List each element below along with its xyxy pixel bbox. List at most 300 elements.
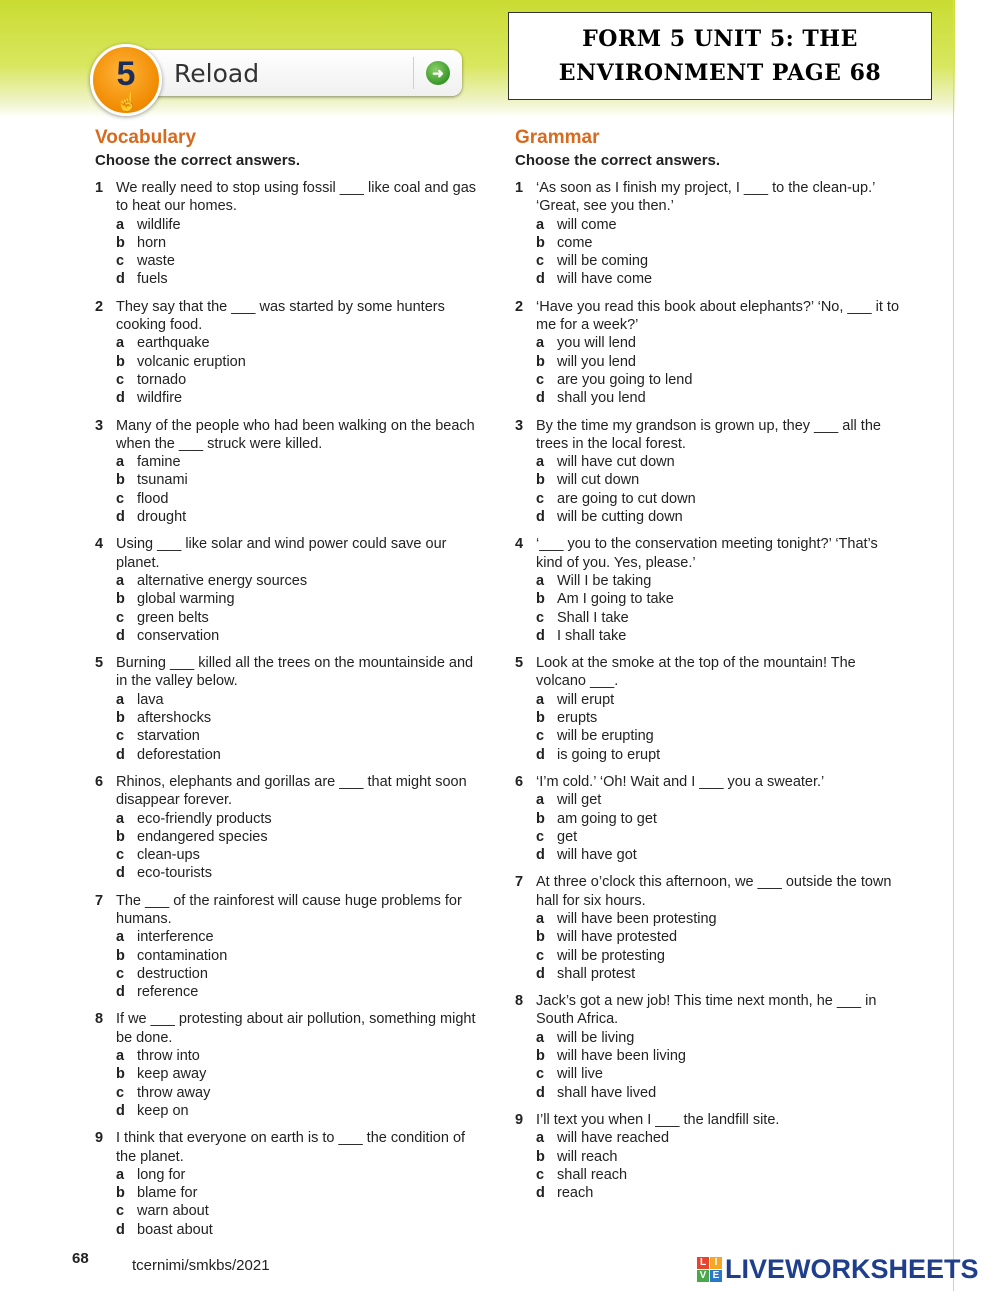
option-letter: a (116, 929, 125, 946)
question-stem (95, 892, 480, 929)
vocabulary-questions (95, 179, 480, 1239)
question-item (515, 535, 900, 645)
answer-option[interactable] (536, 371, 900, 389)
option-letter: a (536, 792, 545, 809)
option-letter: d (536, 627, 545, 644)
option-text: alternative energy sources (137, 572, 308, 589)
question-number: 6 (515, 773, 524, 790)
answer-option[interactable] (536, 508, 900, 526)
option-letter: a (536, 216, 545, 233)
option-letter: a (536, 691, 545, 708)
answer-option[interactable] (116, 864, 480, 882)
logo-text: LIVEWORKSHEETS (725, 1254, 979, 1284)
option-letter: c (536, 371, 545, 388)
option-text: will live (557, 1066, 603, 1083)
question-item (515, 992, 900, 1102)
option-text: keep on (137, 1102, 189, 1119)
answer-option[interactable] (116, 508, 480, 526)
question-text: ‘I’m cold.’ ‘Oh! Wait and I ___ you a sweater.’ (536, 773, 825, 790)
option-letter: b (116, 947, 125, 964)
option-letter: c (116, 1203, 125, 1220)
answer-option[interactable] (536, 1029, 900, 1047)
reload-title: Reload (174, 59, 260, 88)
question-stem (95, 298, 480, 335)
option-text: will be coming (557, 253, 649, 270)
option-letter: a (116, 335, 125, 352)
unit-number: 5 (116, 55, 136, 93)
option-letter: c (116, 965, 125, 982)
answer-option[interactable] (116, 1202, 480, 1220)
option-text: will you lend (557, 353, 636, 370)
option-letter: b (536, 810, 545, 827)
answer-option[interactable] (116, 1184, 480, 1202)
option-letter: a (116, 691, 125, 708)
question-stem (95, 179, 480, 216)
option-letter: d (116, 271, 125, 288)
answer-option[interactable] (536, 947, 900, 965)
answer-option[interactable] (116, 965, 480, 983)
option-letter: a (536, 454, 545, 471)
answer-option[interactable] (116, 627, 480, 645)
answer-option[interactable] (536, 609, 900, 627)
logo-cell: V (697, 1270, 709, 1282)
answer-option[interactable] (116, 947, 480, 965)
option-letter: b (116, 828, 125, 845)
answer-option[interactable] (536, 627, 900, 645)
question-item (515, 417, 900, 527)
question-item (95, 892, 480, 1002)
option-letter: d (536, 1084, 545, 1101)
option-letter: d (536, 1185, 545, 1202)
option-text: shall protest (557, 965, 636, 982)
option-letter: b (116, 234, 125, 251)
option-letter: a (536, 335, 545, 352)
option-letter: d (536, 847, 545, 864)
question-stem (515, 535, 900, 572)
worksheet-title-box (508, 12, 932, 100)
question-text: At three o’clock this afternoon, we ___ outside the town hall for six hours. (536, 874, 892, 909)
answer-option[interactable] (536, 691, 900, 709)
answer-option[interactable] (536, 334, 900, 352)
option-letter: c (116, 609, 125, 626)
answer-option[interactable] (116, 1102, 480, 1120)
option-letter: b (116, 1185, 125, 1202)
question-stem (515, 1111, 900, 1129)
answer-option[interactable] (116, 252, 480, 270)
option-text: I shall take (557, 627, 627, 644)
option-letter: b (536, 234, 545, 251)
vocabulary-title: Vocabulary (95, 127, 197, 148)
logo-cell: E (710, 1270, 722, 1282)
answer-option[interactable] (116, 828, 480, 846)
option-text: starvation (137, 728, 200, 745)
answer-option[interactable] (536, 727, 900, 745)
question-text: Rhinos, elephants and gorillas are ___ that might soon disappear forever. (116, 773, 467, 809)
answer-option[interactable] (536, 1047, 900, 1065)
question-number: 1 (95, 180, 104, 196)
option-letter: b (536, 472, 545, 489)
option-text: reference (137, 984, 199, 1001)
answer-option[interactable] (536, 746, 900, 764)
option-text: erupts (557, 710, 598, 727)
option-text: global warming (137, 591, 235, 608)
question-text: Look at the smoke at the top of the mountain! The volcano ___. (536, 655, 856, 690)
answer-option[interactable] (536, 910, 900, 928)
question-number: 5 (95, 655, 104, 672)
answer-option[interactable] (116, 727, 480, 745)
answer-option[interactable] (536, 1129, 900, 1147)
logo-cell: I (710, 1257, 722, 1269)
question-text: I’ll text you when I ___ the landfill site. (536, 1111, 780, 1128)
answer-option[interactable] (536, 965, 900, 983)
option-text: famine (137, 454, 181, 471)
question-item (515, 773, 900, 864)
question-text: ‘Have you read this book about elephants?’ ‘No, ___ it to me for a week?’ (536, 298, 900, 334)
option-text: destruction (137, 965, 208, 982)
question-stem (515, 773, 900, 791)
option-letter: a (116, 1166, 125, 1183)
option-letter: d (536, 271, 545, 288)
grammar-questions (515, 179, 900, 1202)
question-item (515, 298, 900, 408)
option-letter: c (536, 1166, 545, 1183)
question-text: Many of the people who had been walking on the beach when the ___ struck were killed. (116, 417, 475, 452)
answer-option[interactable] (536, 1184, 900, 1202)
option-letter: c (536, 253, 545, 270)
answer-option[interactable] (116, 471, 480, 489)
answer-option[interactable] (116, 572, 480, 590)
answer-option[interactable] (536, 1166, 900, 1184)
page-number: 68 (72, 1250, 89, 1267)
question-number: 9 (515, 1111, 524, 1128)
option-text: throw into (137, 1048, 200, 1065)
option-letter: d (116, 390, 125, 407)
option-text: tsunami (137, 472, 188, 489)
answer-option[interactable] (536, 928, 900, 946)
question-stem (95, 1010, 480, 1047)
option-letter: d (116, 1102, 125, 1119)
answer-option[interactable] (116, 1166, 480, 1184)
question-item (95, 179, 480, 289)
option-letter: c (536, 947, 545, 964)
question-item (515, 179, 900, 289)
option-letter: c (116, 371, 125, 388)
answer-option[interactable] (116, 234, 480, 252)
question-text: ‘___ you to the conservation meeting tonight?’ ‘That’s kind of you. Yes, please.’ (536, 536, 878, 571)
question-number: 7 (95, 892, 104, 909)
option-letter: d (536, 746, 545, 763)
question-number: 4 (515, 536, 524, 553)
question-text: By the time my grandson is grown up, they ___ all the trees in the local forest. (536, 417, 881, 452)
option-letter: c (536, 828, 545, 845)
option-text: will cut down (557, 472, 640, 489)
option-text: aftershocks (137, 710, 212, 727)
option-letter: a (536, 1130, 545, 1147)
answer-option[interactable] (536, 590, 900, 608)
option-text: Will I be taking (557, 572, 652, 589)
option-text: will reach (557, 1148, 618, 1165)
option-letter: b (536, 710, 545, 727)
answer-option[interactable] (116, 270, 480, 288)
question-number: 1 (515, 180, 524, 196)
question-stem (515, 298, 900, 335)
option-letter: b (536, 929, 545, 946)
question-number: 3 (515, 417, 524, 434)
option-letter: a (116, 810, 125, 827)
option-text: interference (137, 929, 214, 946)
answer-option[interactable] (116, 389, 480, 407)
option-text: will have reached (557, 1130, 670, 1147)
option-text: will be cutting down (557, 509, 683, 526)
option-text: clean-ups (137, 847, 200, 864)
option-letter: d (116, 1221, 125, 1238)
option-text: will be protesting (557, 947, 665, 964)
option-text: earthquake (137, 335, 210, 352)
option-text: boast about (137, 1221, 213, 1238)
option-text: am going to get (557, 810, 657, 827)
answer-option[interactable] (536, 1148, 900, 1166)
option-text: lava (137, 691, 164, 708)
option-letter: d (536, 509, 545, 526)
question-item (95, 1129, 480, 1239)
liveworksheets-logo (697, 1254, 979, 1285)
answer-option[interactable] (536, 846, 900, 864)
question-item (95, 298, 480, 408)
question-number: 6 (95, 773, 104, 790)
option-letter: a (536, 572, 545, 589)
question-stem (95, 535, 480, 572)
option-text: will erupt (557, 691, 615, 708)
question-text: If we ___ protesting about air pollution, something might be done. (116, 1011, 476, 1046)
answer-option[interactable] (116, 334, 480, 352)
option-text: will have got (557, 847, 637, 864)
answer-option[interactable] (116, 928, 480, 946)
answer-option[interactable] (116, 846, 480, 864)
option-letter: c (116, 1084, 125, 1101)
question-item (95, 417, 480, 527)
option-letter: c (536, 490, 545, 507)
answer-option[interactable] (116, 1084, 480, 1102)
answer-option[interactable] (536, 490, 900, 508)
answer-option[interactable] (116, 609, 480, 627)
question-number: 2 (515, 298, 524, 315)
option-text: endangered species (137, 828, 268, 845)
pointer-hand-icon: ☝ (116, 92, 139, 112)
question-stem (95, 1129, 480, 1166)
question-number: 5 (515, 655, 524, 672)
option-text: fuels (137, 271, 168, 288)
option-letter: b (116, 353, 125, 370)
question-number: 2 (95, 298, 104, 315)
option-text: conservation (137, 627, 220, 644)
answer-option[interactable] (116, 371, 480, 389)
question-stem (515, 873, 900, 910)
answer-option[interactable] (116, 1065, 480, 1083)
question-number: 8 (95, 1011, 104, 1028)
question-text: The ___ of the rainforest will cause huge problems for humans. (116, 892, 462, 927)
option-text: volcanic eruption (137, 353, 246, 370)
question-number: 9 (95, 1130, 104, 1147)
answer-option[interactable] (116, 490, 480, 508)
question-item (515, 873, 900, 983)
option-letter: c (116, 253, 125, 270)
option-text: warn about (137, 1203, 209, 1220)
question-number: 4 (95, 536, 104, 553)
question-text: They say that the ___ was started by some hunters cooking food. (116, 298, 445, 334)
option-text: wildfire (137, 390, 183, 407)
option-letter: b (536, 353, 545, 370)
option-text: will be living (557, 1029, 635, 1046)
answer-option[interactable] (536, 810, 900, 828)
question-number: 7 (515, 874, 524, 891)
option-text: green belts (137, 609, 209, 626)
option-letter: c (116, 847, 125, 864)
option-letter: c (536, 609, 545, 626)
option-text: shall have lived (557, 1084, 657, 1101)
question-text: Burning ___ killed all the trees on the mountainside and in the valley below. (116, 655, 474, 690)
option-letter: b (116, 710, 125, 727)
option-text: will be erupting (557, 728, 654, 745)
option-text: will have protested (557, 929, 678, 946)
answer-option[interactable] (536, 1084, 900, 1102)
option-letter: b (536, 1148, 545, 1165)
option-letter: d (116, 509, 125, 526)
answer-option[interactable] (116, 691, 480, 709)
option-letter: d (536, 390, 545, 407)
answer-option[interactable] (536, 828, 900, 846)
answer-option[interactable] (536, 270, 900, 288)
answer-option[interactable] (536, 453, 900, 471)
option-letter: a (116, 572, 125, 589)
page-edge-line (953, 0, 954, 1291)
question-text: Jack’s got a new job! This time next month, he ___ in South Africa. (536, 993, 877, 1028)
answer-option[interactable] (536, 353, 900, 371)
question-item (515, 654, 900, 764)
option-letter: a (116, 216, 125, 233)
question-text: ‘As soon as I finish my project, I ___ to the clean-up.’ ‘Great, see you then.’ (536, 180, 875, 215)
answer-option[interactable] (116, 810, 480, 828)
option-letter: b (116, 1066, 125, 1083)
question-stem (95, 417, 480, 454)
option-letter: b (116, 472, 125, 489)
option-letter: a (536, 910, 545, 927)
question-text: We really need to stop using fossil ___ like coal and gas to heat our homes. (116, 180, 477, 215)
logo-cell: L (697, 1257, 709, 1269)
question-stem (515, 654, 900, 691)
answer-option[interactable] (536, 1065, 900, 1083)
option-letter: b (536, 1048, 545, 1065)
question-item (95, 773, 480, 883)
question-item (95, 1010, 480, 1120)
option-text: flood (137, 490, 169, 507)
option-letter: d (116, 627, 125, 644)
answer-option[interactable] (536, 234, 900, 252)
reload-separator (413, 57, 414, 89)
question-number: 8 (515, 993, 524, 1010)
answer-option[interactable] (536, 791, 900, 809)
reload-arrow-icon[interactable]: ➜ (426, 61, 450, 85)
option-text: are going to cut down (557, 490, 696, 507)
option-text: eco-tourists (137, 865, 212, 882)
logo-grid-icon (697, 1257, 722, 1282)
option-letter: c (116, 728, 125, 745)
question-item (95, 535, 480, 645)
reload-bar (128, 50, 462, 96)
option-text: will have been living (557, 1048, 686, 1065)
question-stem (95, 654, 480, 691)
question-stem (95, 773, 480, 810)
option-text: shall reach (557, 1166, 628, 1183)
answer-option[interactable] (116, 983, 480, 1001)
option-letter: a (116, 1048, 125, 1065)
answer-option[interactable] (116, 590, 480, 608)
option-letter: a (116, 454, 125, 471)
option-text: come (557, 234, 593, 251)
question-number: 3 (95, 417, 104, 434)
option-text: wildlife (137, 216, 181, 233)
answer-option[interactable] (536, 572, 900, 590)
title-line-1: FORM 5 UNIT 5: THE (582, 26, 858, 52)
option-text: drought (137, 509, 187, 526)
answer-option[interactable] (116, 1221, 480, 1239)
option-letter: b (536, 591, 545, 608)
option-text: tornado (137, 371, 187, 388)
option-text: Am I going to take (557, 591, 674, 608)
answer-option[interactable] (116, 709, 480, 727)
grammar-section (515, 124, 900, 1211)
option-letter: b (116, 591, 125, 608)
answer-option[interactable] (116, 353, 480, 371)
question-text: Using ___ like solar and wind power could save our planet. (116, 536, 447, 571)
option-text: blame for (137, 1185, 198, 1202)
option-text: will have come (557, 271, 653, 288)
credit-text: tcernimi/smkbs/2021 (132, 1257, 270, 1274)
option-letter: d (536, 965, 545, 982)
answer-option[interactable] (116, 1047, 480, 1065)
option-text: shall you lend (557, 390, 646, 407)
answer-option[interactable] (536, 389, 900, 407)
vocabulary-section (95, 124, 480, 1248)
option-text: you will lend (557, 335, 636, 352)
answer-option[interactable] (536, 216, 900, 234)
answer-option[interactable] (116, 746, 480, 764)
option-letter: c (536, 1066, 545, 1083)
option-text: will have cut down (557, 454, 675, 471)
vocabulary-instruction: Choose the correct answers. (95, 152, 301, 169)
answer-option[interactable] (536, 709, 900, 727)
option-letter: c (536, 728, 545, 745)
answer-option[interactable] (536, 252, 900, 270)
option-text: get (557, 828, 578, 845)
option-letter: a (536, 1029, 545, 1046)
question-item (515, 1111, 900, 1202)
answer-option[interactable] (116, 453, 480, 471)
option-text: contamination (137, 947, 228, 964)
option-text: long for (137, 1166, 186, 1183)
question-item (95, 654, 480, 764)
answer-option[interactable] (536, 471, 900, 489)
option-text: deforestation (137, 746, 221, 763)
option-text: are you going to lend (557, 371, 693, 388)
option-text: will have been protesting (557, 910, 717, 927)
option-text: reach (557, 1185, 594, 1202)
option-text: eco-friendly products (137, 810, 272, 827)
option-text: waste (137, 253, 175, 270)
option-text: is going to erupt (557, 746, 661, 763)
answer-option[interactable] (116, 216, 480, 234)
option-text: horn (137, 234, 167, 251)
question-stem (515, 179, 900, 216)
